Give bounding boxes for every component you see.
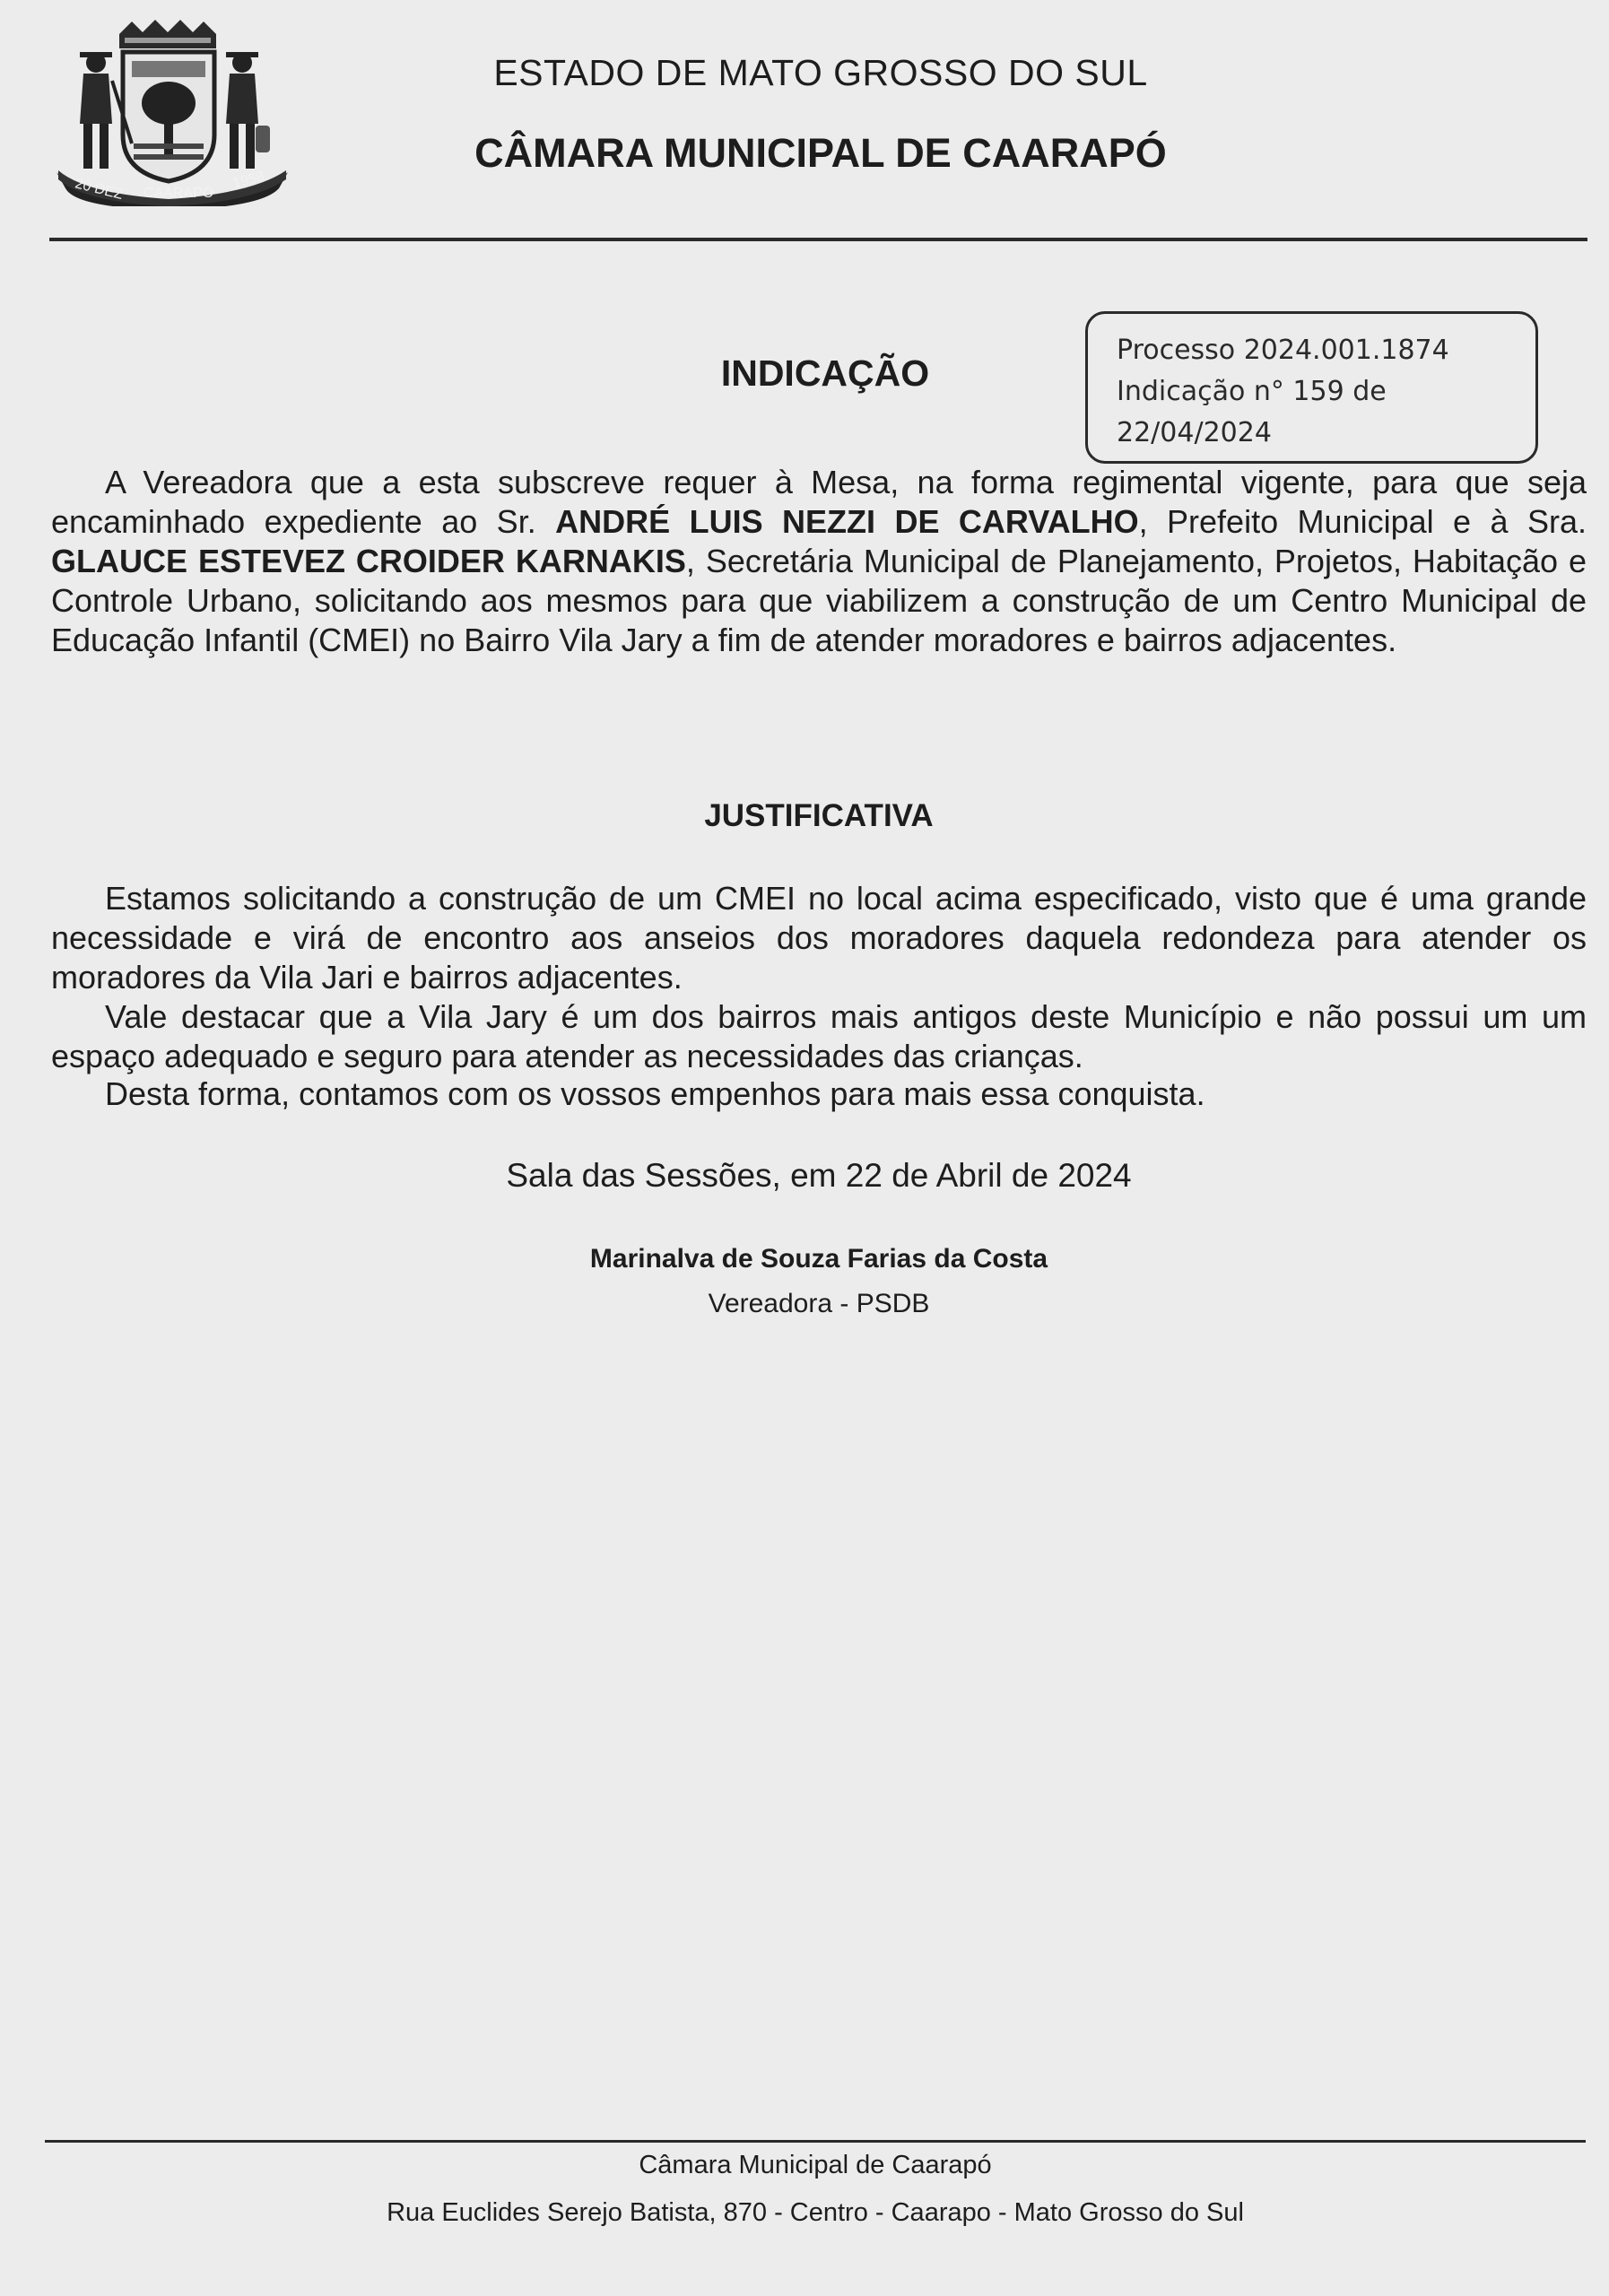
- stamp-indication-number: Indicação n° 159 de: [1117, 376, 1387, 407]
- justification-paragraph-2: [51, 997, 1587, 1076]
- coat-motto-center: CAARAPÓ: [144, 186, 214, 201]
- footer-divider: [45, 2140, 1586, 2143]
- justification-text-3: Desta forma, contamos com os vossos empenhos para mais essa conquista.: [105, 1075, 1205, 1112]
- signer-role: Vereadora - PSDB: [708, 1289, 930, 1318]
- justification-title: JUSTIFICATIVA: [704, 798, 934, 833]
- intro-text-3: , Secretária Municipal de Planejamento, Projetos, Habitação e Controle Urbano, solicitando aos mesmos para que viabilizem a construção de um Centro Municipal de Educação Infantil (CMEI) no Bairro Vila Jary a fim de atender moradores e bairros adjacentes.: [51, 543, 1587, 658]
- intro-text-2: , Prefeito Municipal e à Sra.: [1138, 503, 1587, 540]
- justification-text-2: Vale destacar que a Vila Jary é um dos bairros mais antigos deste Município e não possui um um espaço adequado e seguro para atender as necessidades das crianças.: [51, 998, 1587, 1074]
- coat-of-arms-logo: [49, 18, 296, 206]
- protocol-stamp: [1085, 311, 1538, 464]
- state-heading: ESTADO DE MATO GROSSO DO SUL: [493, 52, 1148, 93]
- intro-paragraph: [51, 463, 1587, 660]
- secretary-name: GLAUCE ESTEVEZ CROIDER KARNAKIS: [51, 543, 686, 579]
- stamp-date: 22/04/2024: [1117, 417, 1272, 448]
- footer-address: Rua Euclides Serejo Batista, 870 - Centro - Caarapo - Mato Grosso do Sul: [387, 2198, 1244, 2227]
- justification-paragraph-3: [51, 1074, 1587, 1114]
- mayor-name: ANDRÉ LUIS NEZZI DE CARVALHO: [555, 503, 1139, 540]
- document-title: INDICAÇÃO: [720, 352, 930, 394]
- footer-institution: Câmara Municipal de Caarapó: [639, 2151, 992, 2179]
- coat-motto-left: 20 DEZ: [73, 176, 125, 204]
- coat-motto-right: 1958: [230, 169, 266, 192]
- place-and-date: Sala das Sessões, em 22 de Abril de 2024: [506, 1157, 1132, 1194]
- chamber-heading: CÂMARA MUNICIPAL DE CAARAPÓ: [474, 130, 1167, 176]
- signer-name: Marinalva de Souza Farias da Costa: [589, 1244, 1048, 1274]
- justification-text-1: Estamos solicitando a construção de um CMEI no local acima especificado, visto que é uma grande necessidade e virá de encontro aos anseios dos moradores daquela redondeza para atender os moradores da Vila Jari e bairros adjacentes.: [51, 880, 1587, 996]
- justification-paragraph-1: [51, 879, 1587, 997]
- stamp-process-number: Processo 2024.001.1874: [1117, 335, 1449, 366]
- header-divider: [49, 238, 1587, 241]
- intro-text-1: A Vereadora que a esta subscreve requer à Mesa, na forma regimental vigente, para que seja encaminhado expediente ao Sr.: [51, 464, 1587, 540]
